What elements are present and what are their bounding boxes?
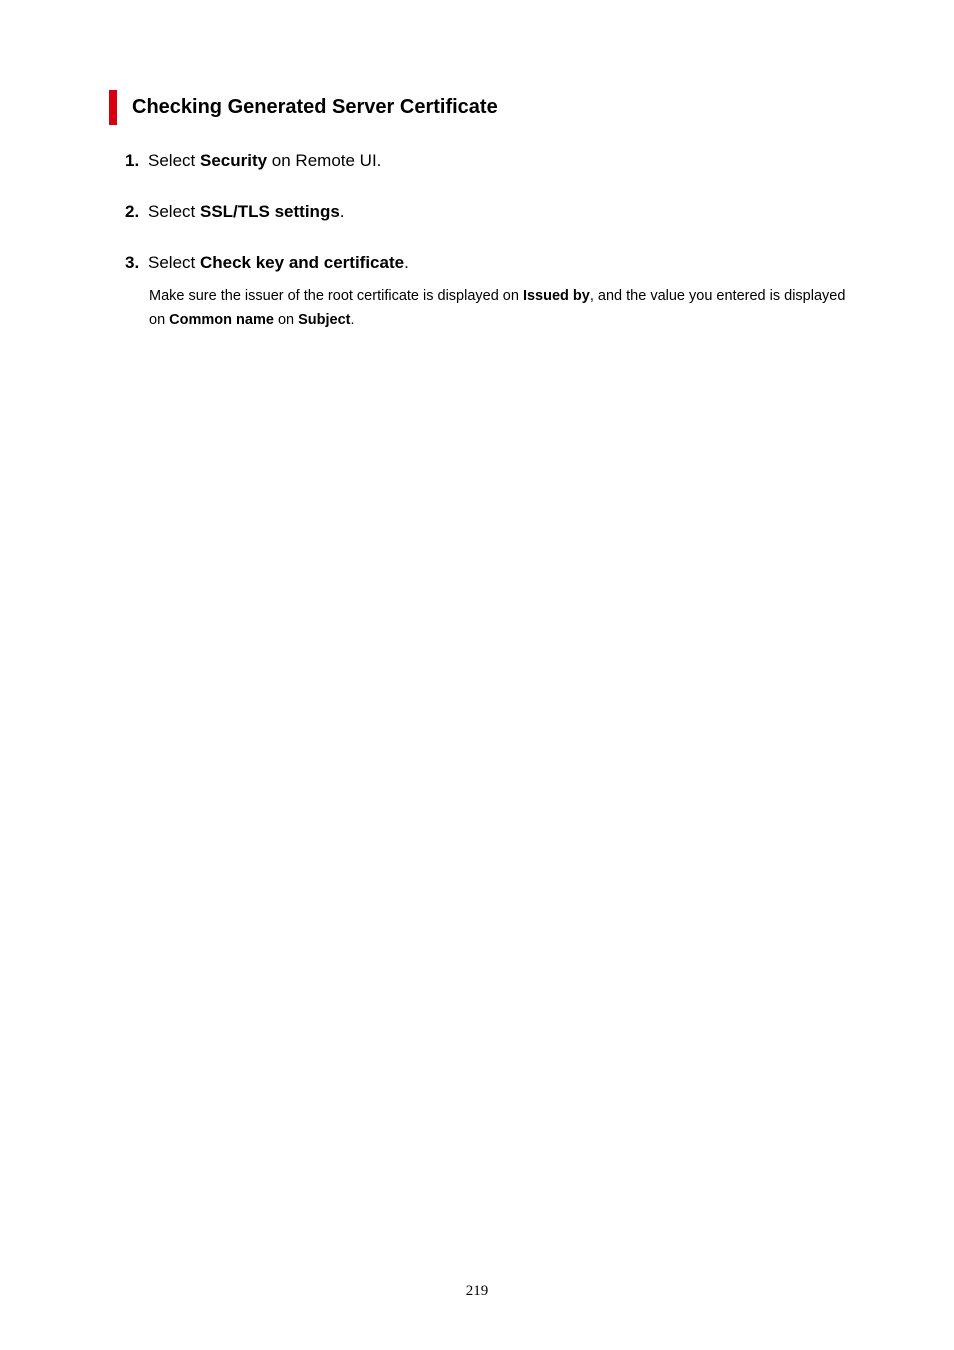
section-heading <box>109 90 498 125</box>
step-text-bold: SSL/TLS settings <box>199 202 340 221</box>
note-text: , and the value you entered is displayed on <box>149 288 846 328</box>
note-text: on <box>273 312 299 328</box>
note-bold-common-name: Common name <box>169 312 274 328</box>
step-text-prefix: Select <box>148 253 200 272</box>
note-bold-issued-by: Issued by <box>522 288 590 304</box>
note-text: . <box>350 312 355 328</box>
section-title: Checking Generated Server Certificate <box>132 96 498 118</box>
step-number: 2. <box>125 202 140 221</box>
step-2 <box>125 201 345 223</box>
step-3-note <box>149 284 849 332</box>
step-3 <box>125 252 409 274</box>
step-text-prefix: Select <box>148 202 200 221</box>
step-text-prefix: Select <box>148 151 200 170</box>
page-number: 219 <box>465 1283 489 1299</box>
step-text-suffix: . <box>339 202 345 221</box>
heading-accent-bar <box>109 90 117 125</box>
step-number: 1. <box>125 151 140 170</box>
step-number: 3. <box>125 253 140 272</box>
step-text-bold: Security <box>199 151 268 170</box>
step-text-suffix: . <box>404 253 409 272</box>
step-text-suffix: on Remote UI. <box>267 151 382 170</box>
note-bold-subject: Subject <box>298 312 351 328</box>
step-1 <box>125 150 381 172</box>
step-text-bold: Check key and certificate <box>199 253 405 272</box>
note-text: Make sure the issuer of the root certificate is displayed on <box>149 288 523 304</box>
